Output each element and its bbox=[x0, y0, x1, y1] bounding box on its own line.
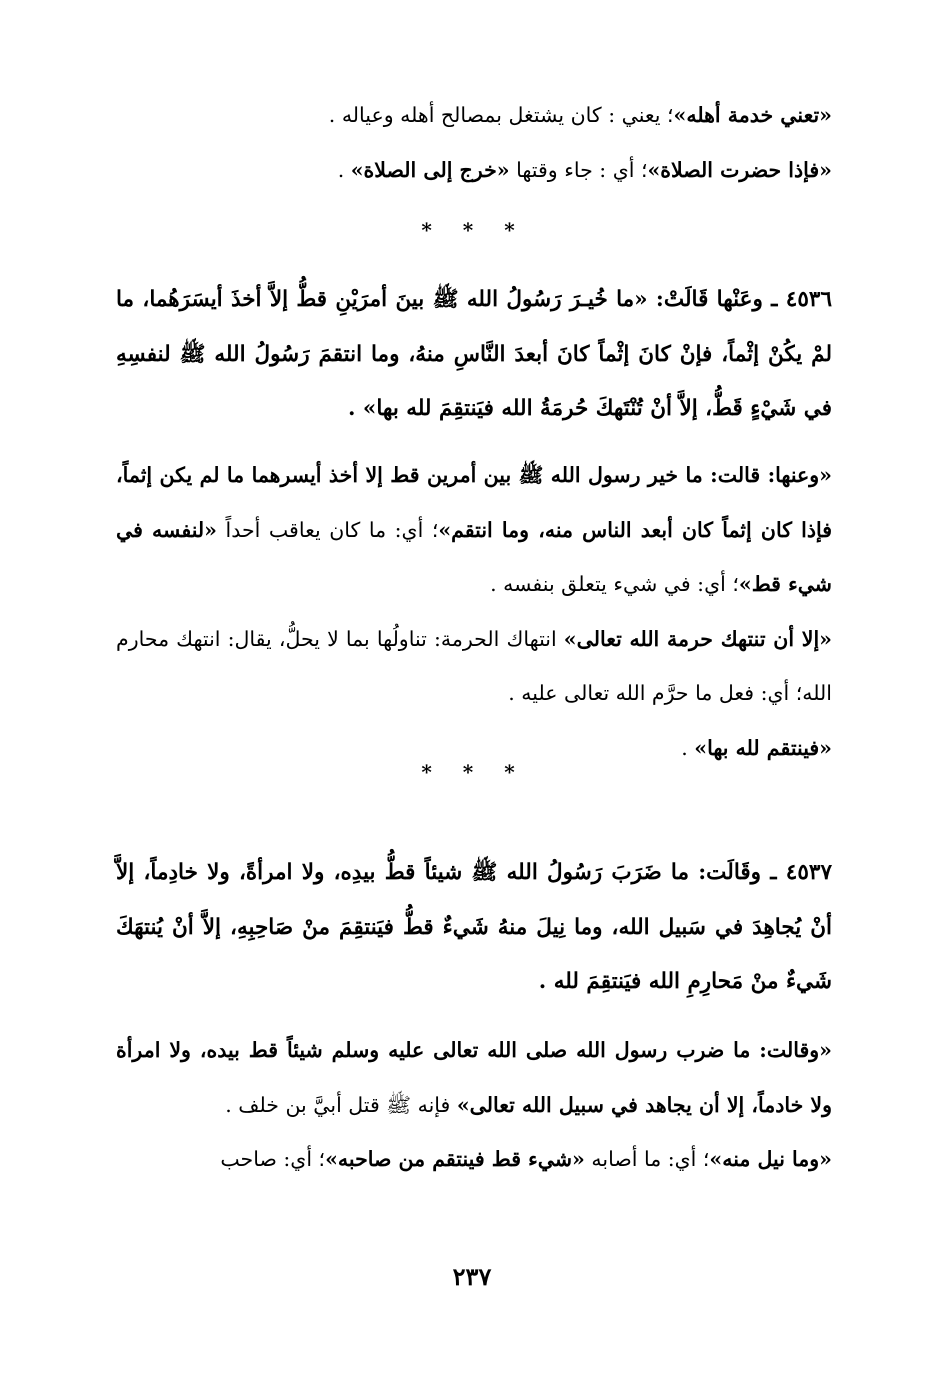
explanation: ؛ أي: صاحب bbox=[220, 1147, 326, 1171]
hadith-body: «ما خُيـرَ رَسُولُ الله ﷺ بينَ أمرَيْنِ قطُّ إلاَّ أخذَ أيسَرَهُما، ما لمْ يكُنْ إثْماً، فإنْ كانَ إثْماً كانَ أبعدَ النَّاسِ منهُ، وما انتقمَ رَسُولُ الله ﷺ لنفسِهِ في شَيْءٍ قَطُّ، إلاَّ أنْ تُنْتَهكَ حُرمَةُ الله فيَنتقِمَ لله بها» . bbox=[116, 287, 832, 421]
hadith-number: ٤٥٣٦ bbox=[785, 287, 832, 312]
quoted-phrase: «تعني خدمة أهله» bbox=[673, 103, 832, 127]
commentary-4537 bbox=[116, 1023, 832, 1187]
paragraph-service bbox=[116, 88, 832, 143]
commentary-top bbox=[116, 88, 832, 197]
explanation: ؛ أي: ما أصابه bbox=[584, 1147, 710, 1171]
explanation: فإنه ﷺ قتل أبيَّ بن خلف . bbox=[225, 1092, 457, 1117]
quoted-phrase: «فينتقم لله بها» bbox=[694, 735, 832, 760]
hadith-4537 bbox=[116, 846, 832, 1010]
section-separator: * * * bbox=[421, 218, 527, 242]
commentary-4536 bbox=[116, 448, 832, 775]
quoted-phrase: «وعنها: قالت: ما خير رسول الله ﷺ بين أمرين قط إلا أخذ أيسرهما ما لم يكن إثماً، فإذا كان إثماً كان أبعد الناس منه، وما انتقم» bbox=[116, 463, 832, 542]
explanation: . bbox=[337, 157, 351, 182]
paragraph-prayer bbox=[116, 143, 832, 198]
explanation: ؛ أي: في شيء يتعلق بنفسه . bbox=[490, 572, 739, 596]
quoted-phrase: «خرج إلى الصلاة» bbox=[350, 157, 510, 182]
quoted-phrase: «لنفسه في شيء قط» bbox=[116, 517, 832, 596]
commentary-paragraph bbox=[116, 1132, 832, 1187]
quoted-phrase: «وما نيل منه» bbox=[709, 1147, 832, 1171]
commentary-paragraph bbox=[116, 612, 832, 721]
hadith-number: ٤٥٣٧ bbox=[785, 860, 832, 885]
explanation: ؛ أي: ما كان يعاقب أحداً bbox=[216, 517, 439, 542]
hadith-text bbox=[116, 273, 832, 437]
section-separator: * * * bbox=[421, 760, 527, 784]
explanation: ؛ يعني : كان يشتغل بمصالح أهله وعياله . bbox=[328, 103, 674, 127]
hadith-body: ما ضَرَبَ رَسُولُ الله ﷺ شيئاً قطُّ بيدِه، ولا امرأةً، ولا خادِماً، إلاَّ أنْ يُجاهِدَ في سَبيل الله، وما نِيلَ منهُ شَيءٌ قطُّ فيَنتقِمَ منْ صَاحِبِهِ، إلاَّ أنْ يُنتهَكَ شَيءٌ منْ مَحارِمِ الله فيَنتقِمَ لله . bbox=[116, 860, 832, 994]
explanation: . bbox=[681, 735, 695, 760]
explanation: ؛ أي : جاء وقتها bbox=[509, 157, 648, 182]
hadith-intro: ـ وقَالَت: bbox=[689, 860, 786, 885]
hadith-intro: ـ وعَنْها قَالَتْ: bbox=[647, 287, 786, 312]
quoted-phrase: «إلا أن تنتهك حرمة الله تعالى» bbox=[563, 626, 832, 651]
commentary-paragraph bbox=[116, 1023, 832, 1132]
commentary-paragraph bbox=[116, 448, 832, 612]
quoted-phrase: «فإذا حضرت الصلاة» bbox=[647, 157, 832, 182]
quoted-phrase: «وقالت: ما ضرب رسول الله صلى الله تعالى عليه وسلم شيئاً قط بيده، ولا امرأة ولا خادماً، إلا أن يجاهد في سبيل الله تعالى» bbox=[116, 1038, 832, 1117]
hadith-text bbox=[116, 846, 832, 1010]
explanation: انتهاك الحرمة: تناولُها بما لا يحلُّ، يقال: انتهك محارم الله؛ أي: فعل ما حرَّم الله تعالى عليه . bbox=[116, 626, 832, 705]
page-number: ٢٣٧ bbox=[452, 1262, 492, 1291]
quoted-phrase: «شيء قط فينتقم من صاحبه» bbox=[325, 1147, 585, 1171]
hadith-4536 bbox=[116, 273, 832, 437]
